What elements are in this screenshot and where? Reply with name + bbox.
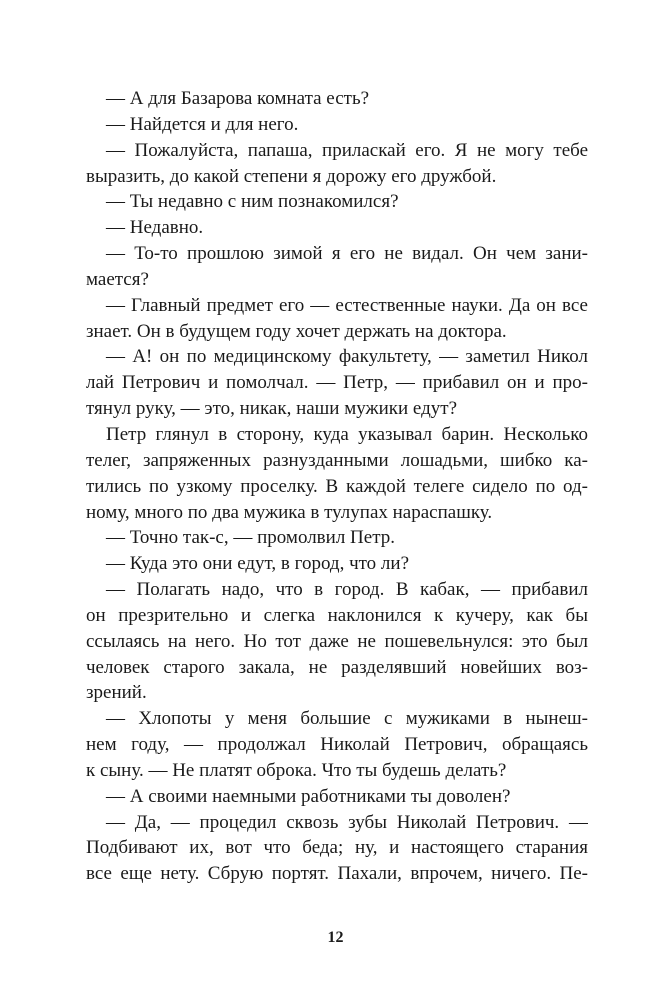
- text-line: лай Петрович и помолчал. — Петр, — прибавил он и про-: [86, 372, 588, 394]
- text-line: — Точно так-с, — промолвил Петр.: [106, 527, 395, 549]
- text-line: — Главный предмет его — естественные науки. Да он все: [106, 294, 588, 316]
- text-line: — Найдется и для него.: [106, 113, 299, 135]
- text-line: тянул руку, — это, никак, наши мужики едут?: [86, 398, 458, 420]
- text-line: — Полагать надо, что в город. В кабак, — прибавил: [106, 579, 588, 601]
- body-text: [86, 86, 588, 887]
- text-line: выразить, до какой степени я дорожу его дружбой.: [86, 165, 497, 187]
- text-line: ному, много по два мужика в тулупах нараспашку.: [86, 501, 493, 523]
- text-line: Петр глянул в сторону, куда указывал барин. Несколько: [106, 423, 588, 445]
- text-line: — Недавно.: [106, 217, 204, 239]
- text-line: — Ты недавно с ним познакомился?: [106, 191, 399, 213]
- text-line: — То-то прошлою зимой я его не видал. Он чем зани-: [106, 243, 588, 265]
- text-line: — А для Базарова комната есть?: [106, 88, 370, 109]
- text-line: телег, запряженных разнузданными лошадьми, шибко ка-: [86, 449, 588, 471]
- text-line: к сыну. — Не платят оброка. Что ты будешь делать?: [86, 759, 507, 781]
- text-line: Подбивают их, вот что беда; ну, и настоящего старания: [86, 837, 588, 859]
- text-line: — А своими наемными работниками ты доволен?: [106, 785, 511, 807]
- text-line: — Пожалуйста, папаша, приласкай его. Я не могу тебе: [106, 139, 588, 161]
- text-line: тились по узкому проселку. В каждой телеге сидело по од-: [86, 475, 588, 497]
- text-line: — Куда это они едут, в город, что ли?: [106, 553, 410, 575]
- text-line: — Да, — процедил сквозь зубы Николай Петрович. —: [106, 811, 588, 833]
- text-line: — Хлопоты у меня большие с мужиками в нынеш-: [106, 708, 588, 730]
- text-line: ссылаясь на него. Но тот даже не пошевельнулся: это был: [86, 630, 588, 652]
- text-line: зрений.: [86, 682, 147, 704]
- text-line: знает. Он в будущем году хочет держать на доктора.: [86, 320, 507, 342]
- page-number: 12: [327, 929, 344, 946]
- text-line: мается?: [86, 268, 149, 290]
- text-line: нем году, — продолжал Николай Петрович, обращаясь: [86, 734, 588, 756]
- text-line: все еще нету. Сбрую портят. Пахали, впрочем, ничего. Пе-: [86, 863, 588, 885]
- text-line: человек старого закала, не разделявший новейших воз-: [86, 656, 588, 678]
- text-line: — А! он по медицинскому факультету, — заметил Никол: [106, 346, 588, 368]
- text-line: он презрительно и слегка наклонился к кучеру, как бы: [86, 604, 588, 626]
